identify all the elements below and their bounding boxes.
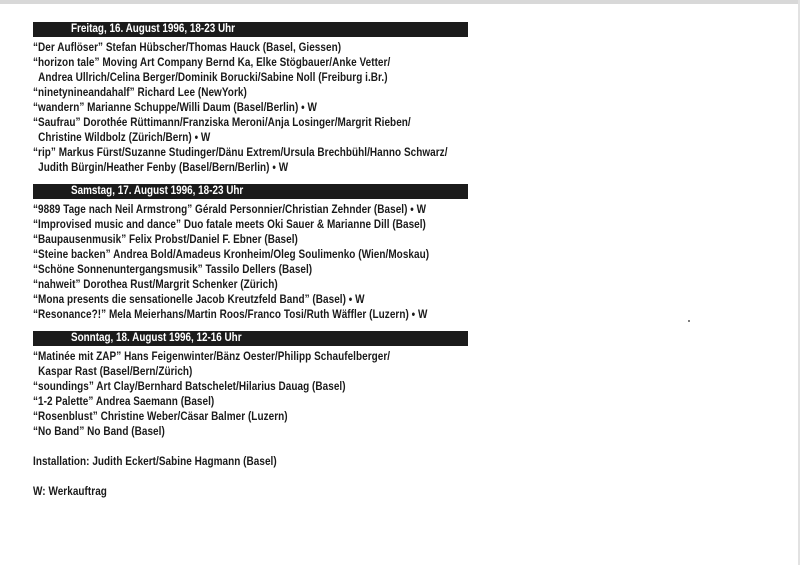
section-header-bar	[33, 331, 468, 346]
program-line: “ninetynineandahalf” Richard Lee (NewYork)	[33, 86, 247, 99]
program-line: “Rosenblust” Christine Weber/Cäsar Balmer (Luzern)	[33, 410, 288, 423]
program-line: “Matinée mit ZAP” Hans Feigenwinter/Bänz Oester/Philipp Schaufelberger/	[33, 350, 391, 363]
section-sunday	[33, 331, 793, 499]
program-line: “Mona presents die sensationelle Jacob Kreutzfeld Band” (Basel) • W	[33, 293, 365, 306]
section-header-friday: Freitag, 16. August 1996, 18-23 Uhr	[71, 23, 235, 35]
program-line: “1-2 Palette” Andrea Saemann (Basel)	[33, 395, 215, 408]
program-line: Andrea Ullrich/Celina Berger/Dominik Borucki/Sabine Noll (Freiburg i.Br.)	[38, 71, 388, 84]
program-line: “Baupausenmusik” Felix Probst/Daniel F. Ebner (Basel)	[33, 233, 298, 246]
scan-speck	[688, 320, 690, 322]
section-header-saturday: Samstag, 17. August 1996, 18-23 Uhr	[71, 185, 244, 197]
program-line: “wandern” Marianne Schuppe/Willi Daum (Basel/Berlin) • W	[33, 101, 317, 114]
page-top-edge	[0, 0, 800, 4]
program-line: “soundings” Art Clay/Bernhard Batschelet/Hilarius Dauag (Basel)	[33, 380, 346, 393]
legend-line: W: Werkauftrag	[33, 485, 107, 498]
program-line: “Steine backen” Andrea Bold/Amadeus Kronheim/Oleg Soulimenko (Wien/Moskau)	[33, 248, 430, 261]
section-header-bar	[33, 184, 468, 199]
program-line: “Der Auflöser” Stefan Hübscher/Thomas Hauck (Basel, Giessen)	[33, 41, 342, 54]
section-friday	[33, 22, 793, 175]
section-saturday	[33, 184, 793, 322]
program-line: “Resonance?!” Mela Meierhans/Martin Roos/Franco Tosi/Ruth Wäffler (Luzern) • W	[33, 308, 428, 321]
program-line: “Schöne Sonnenuntergangsmusik” Tassilo Dellers (Basel)	[33, 263, 313, 276]
program-line: Kaspar Rast (Basel/Bern/Zürich)	[38, 365, 193, 378]
program-line: “nahweit” Dorothea Rust/Margrit Schenker (Zürich)	[33, 278, 278, 291]
program-line: “9889 Tage nach Neil Armstrong” Gérald Personnier/Christian Zehnder (Basel) • W	[33, 203, 427, 216]
program-line: “Saufrau” Dorothée Rüttimann/Franziska Meroni/Anja Losinger/Margrit Rieben/	[33, 116, 411, 129]
program-line: “Improvised music and dance” Duo fatale meets Oki Sauer & Marianne Dill (Basel)	[33, 218, 426, 231]
program-line: “horizon tale” Moving Art Company Bernd Ka, Elke Stögbauer/Anke Vetter/	[33, 56, 391, 69]
spacer	[33, 469, 793, 484]
program-line: Judith Bürgin/Heather Fenby (Basel/Bern/Berlin) • W	[38, 161, 289, 174]
program-line: “rip” Markus Fürst/Suzanne Studinger/Dänu Extrem/Ursula Brechbühl/Hanno Schwarz/	[33, 146, 448, 159]
program-line: “No Band” No Band (Basel)	[33, 425, 165, 438]
program-document	[33, 22, 793, 508]
installation-line: Installation: Judith Eckert/Sabine Hagmann (Basel)	[33, 455, 277, 468]
program-line: Christine Wildbolz (Zürich/Bern) • W	[38, 131, 211, 144]
section-header-sunday: Sonntag, 18. August 1996, 12-16 Uhr	[71, 332, 242, 344]
spacer	[33, 439, 793, 454]
section-header-bar	[33, 22, 468, 37]
